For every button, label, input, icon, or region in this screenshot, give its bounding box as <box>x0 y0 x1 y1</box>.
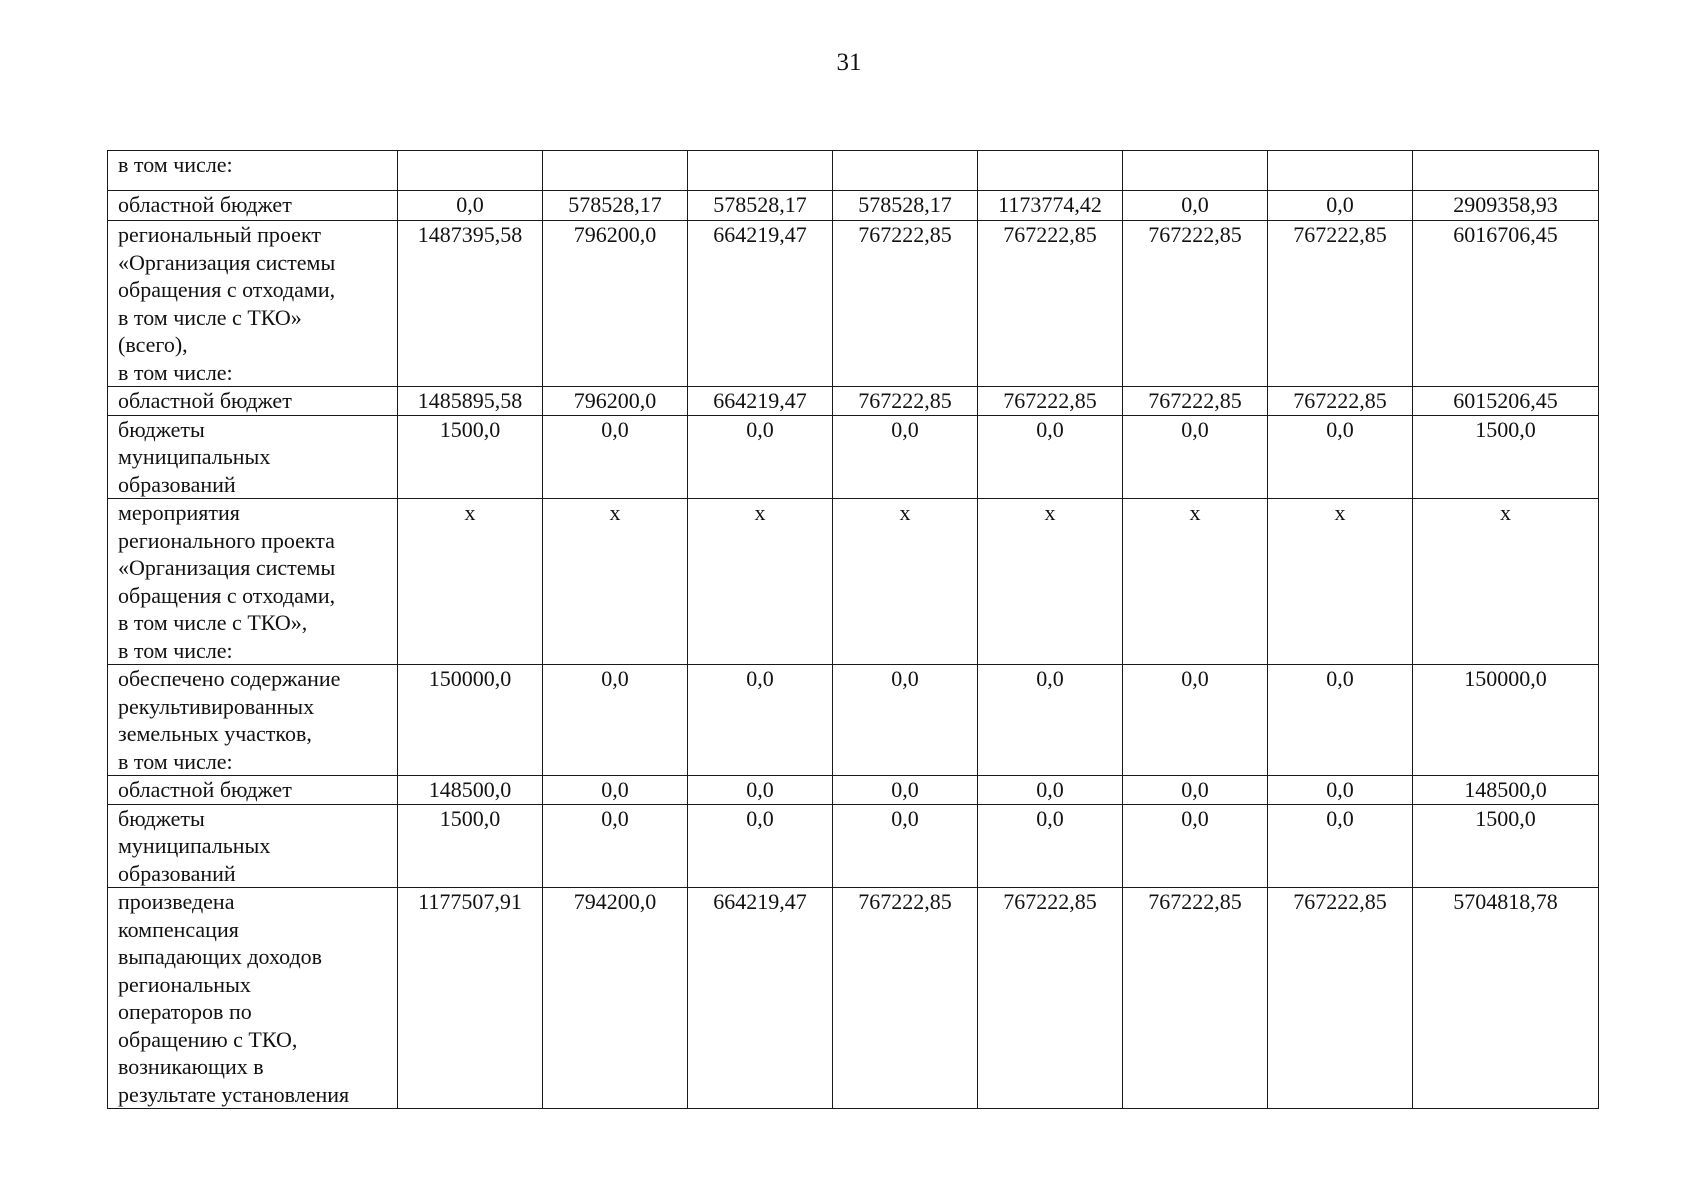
row-label: областной бюджет <box>108 387 398 416</box>
value-cell: 664219,47 <box>688 387 833 416</box>
total-cell: 6016706,45 <box>1413 221 1599 387</box>
value-cell: 0,0 <box>398 191 543 221</box>
total-cell: x <box>1413 499 1599 665</box>
table-row <box>108 499 1599 665</box>
value-cell: 578528,17 <box>543 191 688 221</box>
value-cell: x <box>398 499 543 665</box>
value-cell: 0,0 <box>688 776 833 805</box>
value-cell: x <box>1268 499 1413 665</box>
value-cell: 578528,17 <box>833 191 978 221</box>
value-cell: 0,0 <box>543 804 688 888</box>
value-cell: 0,0 <box>543 776 688 805</box>
total-cell <box>1413 151 1599 191</box>
value-cell: 767222,85 <box>978 888 1123 1109</box>
value-cell: x <box>833 499 978 665</box>
value-cell <box>688 151 833 191</box>
value-cell: x <box>978 499 1123 665</box>
value-cell: 0,0 <box>833 665 978 776</box>
row-label: произведена компенсация выпадающих доходов региональных операторов по обращению с ТКО, возникающих в результате установления <box>108 888 398 1109</box>
value-cell: 0,0 <box>978 415 1123 499</box>
value-cell: 0,0 <box>833 804 978 888</box>
value-cell: 0,0 <box>1123 415 1268 499</box>
value-cell <box>978 151 1123 191</box>
value-cell: 0,0 <box>1268 191 1413 221</box>
row-label: областной бюджет <box>108 191 398 221</box>
value-cell: 767222,85 <box>1268 888 1413 1109</box>
value-cell: 0,0 <box>978 804 1123 888</box>
value-cell: x <box>688 499 833 665</box>
row-label: бюджеты муниципальных образований <box>108 415 398 499</box>
budget-table-container <box>107 150 1598 1109</box>
table-row <box>108 191 1599 221</box>
table-row <box>108 151 1599 191</box>
value-cell <box>1268 151 1413 191</box>
value-cell: 1500,0 <box>398 415 543 499</box>
value-cell <box>833 151 978 191</box>
table-row <box>108 415 1599 499</box>
value-cell: 796200,0 <box>543 387 688 416</box>
value-cell: 767222,85 <box>1268 221 1413 387</box>
value-cell: 767222,85 <box>833 221 978 387</box>
row-label: мероприятия регионального проекта «Организация системы обращения с отходами, в том числе с ТКО», в том числе: <box>108 499 398 665</box>
value-cell: 0,0 <box>1123 191 1268 221</box>
value-cell <box>1123 151 1268 191</box>
total-cell: 148500,0 <box>1413 776 1599 805</box>
value-cell: 0,0 <box>1123 776 1268 805</box>
value-cell: 0,0 <box>1268 804 1413 888</box>
value-cell: 0,0 <box>833 415 978 499</box>
value-cell: 767222,85 <box>1123 888 1268 1109</box>
value-cell: 0,0 <box>688 804 833 888</box>
value-cell: 0,0 <box>688 665 833 776</box>
page-number: 31 <box>836 49 862 76</box>
total-cell: 5704818,78 <box>1413 888 1599 1109</box>
row-label: бюджеты муниципальных образований <box>108 804 398 888</box>
value-cell: 767222,85 <box>833 387 978 416</box>
value-cell: 664219,47 <box>688 888 833 1109</box>
table-row <box>108 804 1599 888</box>
value-cell <box>543 151 688 191</box>
total-cell: 150000,0 <box>1413 665 1599 776</box>
value-cell: 0,0 <box>1123 804 1268 888</box>
row-label: областной бюджет <box>108 776 398 805</box>
value-cell: 0,0 <box>688 415 833 499</box>
value-cell: 767222,85 <box>833 888 978 1109</box>
row-label: в том числе: <box>108 151 398 191</box>
value-cell: 0,0 <box>1268 415 1413 499</box>
value-cell: 578528,17 <box>688 191 833 221</box>
value-cell: 150000,0 <box>398 665 543 776</box>
value-cell: 767222,85 <box>1123 221 1268 387</box>
value-cell: 664219,47 <box>688 221 833 387</box>
value-cell: 1487395,58 <box>398 221 543 387</box>
value-cell: 0,0 <box>833 776 978 805</box>
value-cell: 767222,85 <box>978 387 1123 416</box>
value-cell: 0,0 <box>1123 665 1268 776</box>
value-cell: 0,0 <box>978 776 1123 805</box>
value-cell: 767222,85 <box>1268 387 1413 416</box>
table-row <box>108 776 1599 805</box>
value-cell: 796200,0 <box>543 221 688 387</box>
table-row <box>108 221 1599 387</box>
value-cell: 1177507,91 <box>398 888 543 1109</box>
value-cell: 0,0 <box>543 415 688 499</box>
total-cell: 6015206,45 <box>1413 387 1599 416</box>
value-cell: 767222,85 <box>1123 387 1268 416</box>
row-label: региональный проект «Организация системы обращения с отходами, в том числе с ТКО» (всего), в том числе: <box>108 221 398 387</box>
value-cell: 0,0 <box>543 665 688 776</box>
value-cell: 0,0 <box>1268 776 1413 805</box>
value-cell: x <box>543 499 688 665</box>
value-cell: 1173774,42 <box>978 191 1123 221</box>
value-cell: 1500,0 <box>398 804 543 888</box>
budget-table <box>107 150 1599 1109</box>
total-cell: 2909358,93 <box>1413 191 1599 221</box>
value-cell: x <box>1123 499 1268 665</box>
value-cell: 767222,85 <box>978 221 1123 387</box>
value-cell: 148500,0 <box>398 776 543 805</box>
table-row <box>108 387 1599 416</box>
value-cell: 794200,0 <box>543 888 688 1109</box>
value-cell: 0,0 <box>978 665 1123 776</box>
table-row <box>108 888 1599 1109</box>
total-cell: 1500,0 <box>1413 804 1599 888</box>
table-row <box>108 665 1599 776</box>
value-cell: 1485895,58 <box>398 387 543 416</box>
value-cell <box>398 151 543 191</box>
row-label: обеспечено содержание рекультивированных земельных участков, в том числе: <box>108 665 398 776</box>
total-cell: 1500,0 <box>1413 415 1599 499</box>
value-cell: 0,0 <box>1268 665 1413 776</box>
